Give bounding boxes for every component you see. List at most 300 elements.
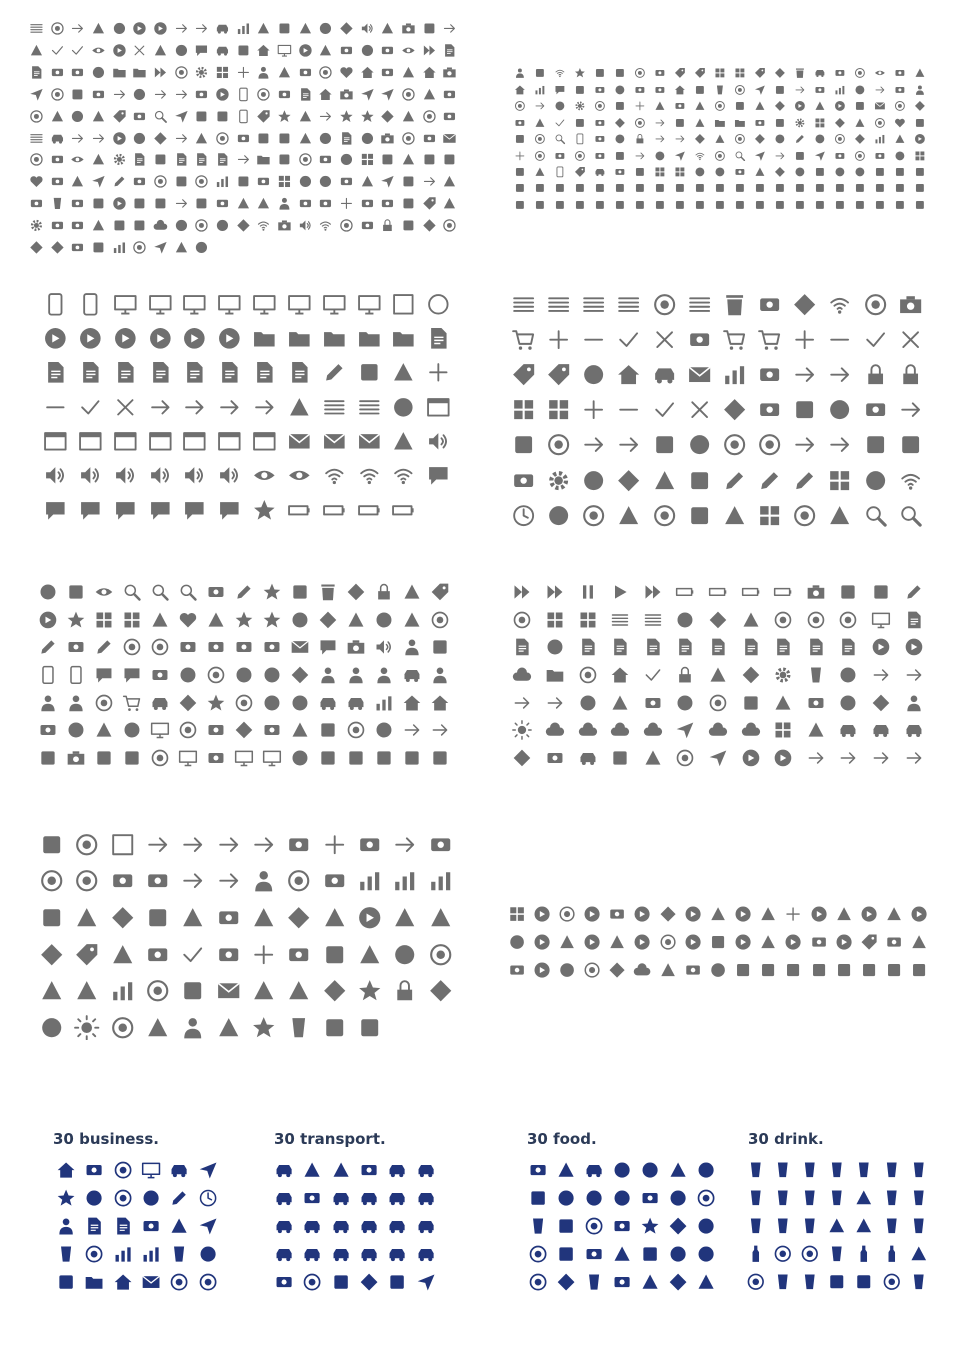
square-icon bbox=[550, 180, 570, 196]
wine-icon bbox=[742, 1184, 769, 1212]
sedan-icon bbox=[327, 1240, 355, 1268]
won-icon bbox=[590, 81, 610, 97]
eye-off-icon bbox=[282, 458, 317, 492]
shop-icon bbox=[682, 322, 717, 357]
bell-icon bbox=[253, 127, 274, 149]
graduation-cap-icon bbox=[398, 171, 419, 193]
browser-split-2-icon bbox=[108, 424, 143, 458]
square-icon bbox=[352, 1009, 387, 1046]
shield-icon bbox=[790, 147, 810, 163]
linkedin-icon bbox=[504, 928, 529, 956]
donut-icon bbox=[608, 1240, 636, 1268]
plane-icon bbox=[357, 83, 378, 105]
forward-icon bbox=[150, 62, 171, 84]
cube-icon bbox=[398, 214, 419, 236]
krw-icon bbox=[88, 83, 109, 105]
tags-icon bbox=[541, 357, 576, 392]
minus-circle-icon bbox=[212, 83, 233, 105]
volume-high-icon bbox=[177, 458, 212, 492]
target-icon bbox=[109, 1156, 137, 1184]
square-icon bbox=[810, 180, 830, 196]
unlock-icon bbox=[893, 357, 928, 392]
twitter-square-icon bbox=[850, 65, 870, 81]
calculator-icon bbox=[377, 18, 398, 40]
quote-left-icon bbox=[550, 147, 570, 163]
video-camera-icon bbox=[342, 633, 370, 661]
move-icon bbox=[62, 578, 90, 606]
windows-8-icon bbox=[175, 899, 210, 936]
smile-icon bbox=[830, 147, 850, 163]
lock-icon bbox=[370, 578, 398, 606]
megaphone-icon bbox=[370, 633, 398, 661]
euro-icon bbox=[890, 98, 910, 114]
square-icon bbox=[790, 197, 810, 213]
linkedin-icon bbox=[610, 131, 630, 147]
cup-icon bbox=[769, 1268, 796, 1296]
magic-icon bbox=[419, 214, 440, 236]
align-right-icon bbox=[612, 287, 647, 322]
sun-icon bbox=[69, 1009, 104, 1046]
wrench-icon bbox=[336, 214, 357, 236]
lollipop-icon bbox=[552, 1268, 580, 1296]
bell-icon bbox=[274, 18, 295, 40]
check-square-icon bbox=[550, 114, 570, 130]
square-icon bbox=[317, 1009, 352, 1046]
list-alt-icon bbox=[636, 606, 669, 634]
check-square-icon bbox=[67, 40, 88, 62]
battery-low-icon bbox=[702, 578, 735, 606]
shield-icon bbox=[191, 105, 212, 127]
crop-3-icon bbox=[823, 392, 858, 427]
rocket-icon bbox=[670, 147, 690, 163]
eye-icon bbox=[870, 65, 890, 81]
thumbs-down-icon bbox=[118, 606, 146, 634]
cloud-storm-icon bbox=[702, 717, 735, 745]
arrows-vertical-icon bbox=[576, 428, 611, 463]
myspace-icon bbox=[655, 956, 680, 984]
folder-check-icon bbox=[351, 321, 386, 355]
database-icon bbox=[34, 744, 62, 772]
behance-icon bbox=[650, 81, 670, 97]
refresh-icon bbox=[191, 193, 212, 215]
picasa-icon bbox=[605, 956, 630, 984]
briefcase-icon bbox=[137, 1184, 165, 1212]
bluetooth-icon bbox=[752, 498, 787, 533]
tree-icon bbox=[129, 127, 150, 149]
grid-icon bbox=[506, 392, 541, 427]
windows-icon bbox=[140, 899, 175, 936]
upload-icon bbox=[315, 105, 336, 127]
square-icon bbox=[342, 744, 370, 772]
delicious-circle-icon bbox=[731, 928, 756, 956]
umbrella-icon bbox=[90, 717, 118, 745]
sheet-7 bbox=[34, 826, 458, 1046]
drop-icon bbox=[647, 498, 682, 533]
pinterest-circle-icon bbox=[856, 900, 881, 928]
share-icon bbox=[419, 171, 440, 193]
mail-open-icon bbox=[317, 424, 352, 458]
heart-o-icon bbox=[26, 171, 47, 193]
fire-icon bbox=[88, 214, 109, 236]
basket-close-icon bbox=[893, 322, 928, 357]
fish-icon bbox=[608, 1184, 636, 1212]
square-icon bbox=[314, 744, 342, 772]
hourglass-icon bbox=[800, 661, 833, 689]
building-icon bbox=[52, 1156, 80, 1184]
pie-chart-icon bbox=[109, 236, 130, 258]
square-icon bbox=[870, 197, 890, 213]
muffin-icon bbox=[636, 1240, 664, 1268]
frown-icon bbox=[750, 114, 770, 130]
file-text-icon bbox=[295, 83, 316, 105]
info-circle-icon bbox=[109, 193, 130, 215]
rocket-icon bbox=[669, 717, 702, 745]
check-outline-icon bbox=[175, 936, 210, 973]
info-icon bbox=[398, 62, 419, 84]
book-icon bbox=[351, 356, 386, 390]
css3-icon bbox=[286, 717, 314, 745]
tag-icon bbox=[570, 164, 590, 180]
arrow-right-icon bbox=[171, 18, 192, 40]
facebook-icon bbox=[88, 149, 109, 171]
reply-icon bbox=[630, 147, 650, 163]
clipboard-icon bbox=[80, 1212, 108, 1240]
trophy-icon bbox=[730, 164, 750, 180]
microscope-icon bbox=[767, 689, 800, 717]
twitter-icon bbox=[770, 164, 790, 180]
speech-box-icon bbox=[108, 493, 143, 527]
cheese-icon bbox=[524, 1184, 552, 1212]
train-icon bbox=[327, 1184, 355, 1212]
inbox-upload-icon bbox=[823, 357, 858, 392]
bullhorn-icon bbox=[357, 18, 378, 40]
star-icon bbox=[258, 606, 286, 634]
home-icon bbox=[357, 62, 378, 84]
music-icon bbox=[146, 744, 174, 772]
inbox-icon bbox=[752, 357, 787, 392]
burger-icon bbox=[524, 1268, 552, 1296]
dribbble-icon bbox=[810, 98, 830, 114]
mug-icon bbox=[823, 1184, 850, 1212]
square-icon bbox=[750, 180, 770, 196]
icecream-icon bbox=[823, 1268, 850, 1296]
truck-icon bbox=[412, 1156, 440, 1184]
square-icon bbox=[756, 956, 781, 984]
pencil-icon bbox=[717, 463, 752, 498]
sort-desc-icon bbox=[890, 147, 910, 163]
skype-circle-icon bbox=[529, 956, 554, 984]
van-side-icon bbox=[270, 1240, 298, 1268]
square-icon bbox=[770, 180, 790, 196]
croissant-icon bbox=[552, 1184, 580, 1212]
square-icon bbox=[610, 180, 630, 196]
square-icon bbox=[510, 180, 530, 196]
car-icon bbox=[212, 18, 233, 40]
rocket-icon bbox=[377, 83, 398, 105]
linkedin-icon bbox=[370, 606, 398, 634]
font-down-icon bbox=[823, 498, 858, 533]
folder-icon bbox=[539, 661, 572, 689]
trend-up-icon bbox=[175, 863, 210, 900]
moon-icon bbox=[750, 131, 770, 147]
link-icon bbox=[230, 633, 258, 661]
camera-icon bbox=[377, 127, 398, 149]
pill-icon bbox=[682, 498, 717, 533]
lock-icon bbox=[669, 661, 702, 689]
trophy-icon bbox=[890, 65, 910, 81]
cash-register-icon bbox=[230, 689, 258, 717]
key-icon bbox=[191, 214, 212, 236]
square-icon bbox=[810, 197, 830, 213]
glass-icon bbox=[742, 1156, 769, 1184]
gbp-icon bbox=[129, 193, 150, 215]
loading-icon bbox=[541, 498, 576, 533]
leaf-icon bbox=[212, 214, 233, 236]
undo-icon bbox=[315, 171, 336, 193]
moon-icon bbox=[47, 236, 68, 258]
pied-piper-icon bbox=[212, 127, 233, 149]
warning-icon bbox=[47, 149, 68, 171]
mail-send-icon bbox=[351, 424, 386, 458]
github-icon bbox=[357, 149, 378, 171]
grid-fill-icon bbox=[541, 392, 576, 427]
steam-circle-icon bbox=[831, 928, 856, 956]
battery-charge-icon bbox=[767, 578, 800, 606]
email-icon bbox=[286, 633, 314, 661]
star-icon bbox=[336, 105, 357, 127]
font-up-icon bbox=[787, 498, 822, 533]
arrow-up-icon bbox=[233, 149, 254, 171]
picture-o-icon bbox=[439, 62, 460, 84]
chevron-left-icon bbox=[865, 744, 898, 772]
cart-icon bbox=[506, 322, 541, 357]
random-icon bbox=[570, 147, 590, 163]
train-icon bbox=[897, 717, 930, 745]
monitor-remove-icon bbox=[212, 287, 247, 321]
thumbs-up-icon bbox=[90, 606, 118, 634]
square-icon bbox=[370, 744, 398, 772]
grapes-icon bbox=[524, 1156, 552, 1184]
square-icon bbox=[910, 164, 930, 180]
fast-backward-icon bbox=[419, 40, 440, 62]
plus-icon bbox=[336, 193, 357, 215]
bicycle-icon bbox=[274, 127, 295, 149]
crop-2-icon bbox=[787, 392, 822, 427]
digg-icon bbox=[770, 98, 790, 114]
square-icon bbox=[530, 197, 550, 213]
neutral-icon bbox=[202, 661, 230, 689]
calendar-icon bbox=[832, 661, 865, 689]
plug-icon bbox=[211, 1009, 246, 1046]
dribbble-icon bbox=[398, 606, 426, 634]
spotify-circle-icon bbox=[781, 928, 806, 956]
male-symbol-icon bbox=[118, 717, 146, 745]
square-icon bbox=[570, 197, 590, 213]
circle-o-icon bbox=[109, 40, 130, 62]
rub-icon bbox=[710, 147, 730, 163]
rocket-icon bbox=[810, 147, 830, 163]
map-marker-icon bbox=[439, 214, 460, 236]
magnet-icon bbox=[590, 131, 610, 147]
rebel-icon bbox=[295, 171, 316, 193]
square-icon bbox=[690, 180, 710, 196]
folder-icon bbox=[710, 114, 730, 130]
cloud-icon bbox=[604, 717, 637, 745]
food-icon-grid bbox=[524, 1156, 720, 1296]
popsicle-icon bbox=[878, 1268, 905, 1296]
square-icon bbox=[781, 956, 806, 984]
folder-add-icon bbox=[282, 321, 317, 355]
collapse-icon bbox=[717, 428, 752, 463]
recycle-icon bbox=[26, 105, 47, 127]
external-link-icon bbox=[377, 40, 398, 62]
female-icon bbox=[274, 193, 295, 215]
xing-icon bbox=[610, 81, 630, 97]
gear-icon bbox=[541, 463, 576, 498]
mercury-icon bbox=[730, 131, 750, 147]
shaker-icon bbox=[851, 1212, 878, 1240]
pinterest-icon bbox=[831, 900, 856, 928]
behance-icon bbox=[211, 899, 246, 936]
bitcoin-icon bbox=[315, 18, 336, 40]
terminal-icon bbox=[610, 164, 630, 180]
building-icon bbox=[398, 689, 426, 717]
twitter-icon bbox=[314, 606, 342, 634]
weixin-icon bbox=[357, 193, 378, 215]
check-circle-icon bbox=[109, 127, 130, 149]
browser-list-icon bbox=[38, 424, 73, 458]
square-icon bbox=[630, 197, 650, 213]
person-icon bbox=[398, 633, 426, 661]
windows-icon bbox=[314, 717, 342, 745]
truck-icon bbox=[810, 65, 830, 81]
equalizer-icon bbox=[682, 287, 717, 322]
square-icon bbox=[870, 180, 890, 196]
skype-icon bbox=[211, 936, 246, 973]
more-horizontal-icon bbox=[282, 390, 317, 424]
check-square-icon bbox=[647, 392, 682, 427]
pen-icon bbox=[34, 633, 62, 661]
shuffle-icon bbox=[752, 428, 787, 463]
thumbs-up-icon bbox=[670, 164, 690, 180]
text-height-icon bbox=[630, 164, 650, 180]
chevron-up-icon bbox=[177, 390, 212, 424]
skip-back-icon bbox=[506, 578, 539, 606]
anchor-icon bbox=[47, 18, 68, 40]
quote-right-icon bbox=[88, 193, 109, 215]
trophy-icon bbox=[47, 214, 68, 236]
file-audio-icon bbox=[171, 149, 192, 171]
helicopter-icon bbox=[355, 1268, 383, 1296]
buy-icon bbox=[258, 661, 286, 689]
loop-icon bbox=[140, 863, 175, 900]
camera-icon bbox=[893, 287, 928, 322]
film-icon bbox=[202, 744, 230, 772]
deviantart-icon bbox=[750, 98, 770, 114]
tablet-icon bbox=[62, 661, 90, 689]
undo-icon bbox=[539, 633, 572, 661]
arrow-down-icon bbox=[539, 689, 572, 717]
bell-icon bbox=[690, 81, 710, 97]
battery-full-icon bbox=[386, 493, 421, 527]
tumblr-circle-icon bbox=[907, 900, 932, 928]
cloud-icon bbox=[150, 214, 171, 236]
edit-icon bbox=[787, 463, 822, 498]
search-icon bbox=[150, 105, 171, 127]
paperclip-icon bbox=[202, 578, 230, 606]
square-icon bbox=[570, 180, 590, 196]
medkit-icon bbox=[702, 661, 735, 689]
refresh-icon bbox=[233, 171, 254, 193]
wifi-medium-icon bbox=[351, 458, 386, 492]
file-code-icon bbox=[129, 149, 150, 171]
file-chart-icon bbox=[702, 633, 735, 661]
mail-icon bbox=[282, 424, 317, 458]
square-icon bbox=[890, 197, 910, 213]
line-chart-icon bbox=[212, 171, 233, 193]
pepper-icon bbox=[608, 1156, 636, 1184]
star-icon bbox=[247, 493, 282, 527]
wheelchair-icon bbox=[398, 105, 419, 127]
flickr-icon bbox=[554, 900, 579, 928]
file-icon bbox=[421, 321, 456, 355]
steam-icon bbox=[806, 928, 831, 956]
square-icon bbox=[890, 180, 910, 196]
sheet-5 bbox=[34, 578, 454, 772]
cut-icon bbox=[357, 171, 378, 193]
list-icon bbox=[26, 18, 47, 40]
life-ring-icon bbox=[191, 171, 212, 193]
youtube-icon bbox=[317, 936, 352, 973]
hash-icon bbox=[858, 463, 893, 498]
subscript-icon bbox=[610, 65, 630, 81]
plane-icon bbox=[702, 744, 735, 772]
tag-icon bbox=[506, 357, 541, 392]
archive-icon bbox=[370, 717, 398, 745]
calendar-icon bbox=[194, 1240, 222, 1268]
square-icon bbox=[890, 164, 910, 180]
square-icon bbox=[882, 956, 907, 984]
vine-icon bbox=[398, 149, 419, 171]
clipboard-alt-icon bbox=[506, 633, 539, 661]
file-upload-icon bbox=[247, 356, 282, 390]
music-notes-icon bbox=[423, 973, 458, 1010]
chat-dots-icon bbox=[38, 493, 73, 527]
ils-icon bbox=[26, 193, 47, 215]
user-icon bbox=[510, 65, 530, 81]
ticket-icon bbox=[690, 65, 710, 81]
stumbleupon-circle-icon bbox=[630, 928, 655, 956]
fax-icon bbox=[150, 149, 171, 171]
external-link-icon bbox=[510, 114, 530, 130]
facebook-icon bbox=[387, 899, 422, 936]
coffee-icon bbox=[571, 689, 604, 717]
desktop-icon bbox=[274, 40, 295, 62]
carrot-icon bbox=[580, 1156, 608, 1184]
gear-icon bbox=[767, 661, 800, 689]
h-square-icon bbox=[295, 62, 316, 84]
file-check-icon bbox=[636, 633, 669, 661]
list-icon bbox=[604, 606, 637, 634]
browser-icon bbox=[421, 390, 456, 424]
turkish-lira-icon bbox=[150, 127, 171, 149]
volume-x-icon bbox=[108, 458, 143, 492]
mars-icon bbox=[690, 131, 710, 147]
sun-icon bbox=[506, 717, 539, 745]
jam-icon bbox=[692, 1240, 720, 1268]
html5-icon bbox=[47, 171, 68, 193]
umbrella-icon bbox=[295, 105, 316, 127]
